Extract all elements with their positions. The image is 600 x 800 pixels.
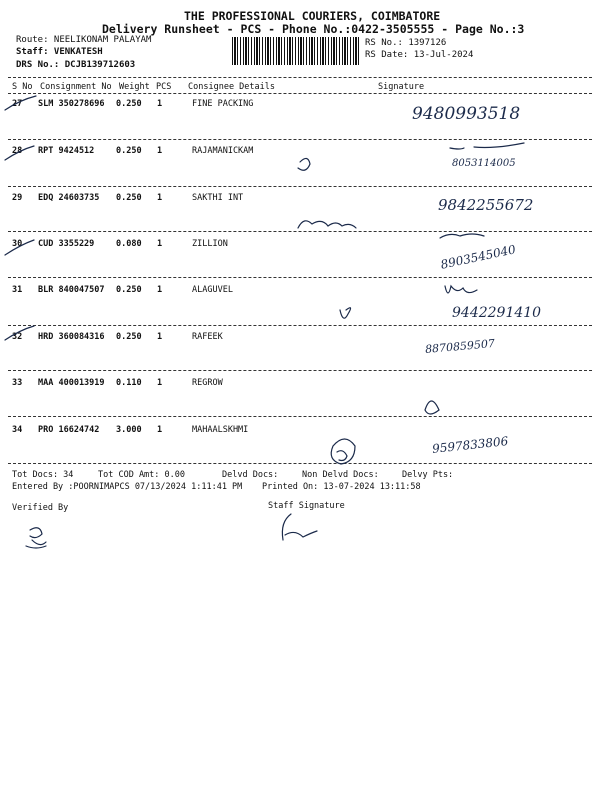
- total-cod-amount: Tot COD Amt: 0.00: [98, 470, 185, 480]
- row-consignee: REGROW: [192, 378, 223, 388]
- row-sno: 27: [12, 99, 23, 109]
- row-consignee: RAFEEK: [192, 332, 223, 342]
- row-sno: 34: [12, 425, 23, 435]
- row-consignment: MAA 400013919: [38, 378, 105, 388]
- row-sno: 29: [12, 193, 23, 203]
- row-signature: 9480993518: [412, 104, 521, 124]
- entered-by: Entered By :POORNIMAPCS 07/13/2024 1:11:41 PM: [12, 482, 243, 492]
- row-consignment: HRD 360084316: [38, 332, 105, 342]
- row-signature: 9442291410: [452, 305, 542, 321]
- col-signature: Signature: [378, 82, 425, 92]
- runsheet-title: Delivery Runsheet - PCS - Phone No.:0422-3505555 - Page No.:3: [102, 22, 525, 36]
- row-pcs: 1: [157, 285, 163, 295]
- row-signature: 8053114005: [452, 158, 516, 169]
- row-sno: 28: [12, 146, 23, 156]
- row-pcs: 1: [157, 332, 163, 342]
- verified-by-label: Verified By: [12, 503, 69, 513]
- row-weight: 0.250: [116, 146, 142, 156]
- row-pcs: 1: [157, 193, 163, 203]
- row-weight: 0.110: [116, 378, 142, 388]
- row-consignment: RPT 9424512: [38, 146, 95, 156]
- rs-number: RS No.: 1397126: [365, 38, 447, 48]
- col-pcs: PCS: [156, 82, 172, 92]
- drs-number: DRS No.: DCJB139712603: [16, 60, 136, 70]
- row-sno: 32: [12, 332, 23, 342]
- non-delivered-docs: Non Delvd Docs:: [302, 470, 379, 480]
- col-sno: S No: [12, 82, 33, 92]
- row-signature: 8870859507: [424, 336, 496, 357]
- col-consignment: Consignment No: [40, 82, 112, 92]
- row-pcs: 1: [157, 99, 163, 109]
- row-consignee: ZILLION: [192, 239, 228, 249]
- row-sno: 33: [12, 378, 23, 388]
- row-pcs: 1: [157, 378, 163, 388]
- row-consignee: ALAGUVEL: [192, 285, 233, 295]
- row-consignment: EDQ 24603735: [38, 193, 100, 203]
- delivered-docs: Delvd Docs:: [222, 470, 279, 480]
- row-consignment: SLM 350278696: [38, 99, 105, 109]
- delivery-points: Delvy Pts:: [402, 470, 454, 480]
- row-pcs: 1: [157, 239, 163, 249]
- row-weight: 0.250: [116, 193, 142, 203]
- row-weight: 0.250: [116, 332, 142, 342]
- printed-on: Printed On: 13-07-2024 13:11:58: [262, 482, 421, 492]
- row-signature: 9842255672: [438, 196, 534, 214]
- row-signature: 9597833806: [431, 434, 509, 456]
- row-consignee: SAKTHI INT: [192, 193, 244, 203]
- row-consignment: CUD 3355229: [38, 239, 95, 249]
- row-pcs: 1: [157, 425, 163, 435]
- row-weight: 0.250: [116, 285, 142, 295]
- row-consignee: MAHAALSKHMI: [192, 425, 249, 435]
- row-consignee: RAJAMANICKAM: [192, 146, 254, 156]
- row-weight: 0.250: [116, 99, 142, 109]
- col-weight: Weight: [119, 82, 150, 92]
- row-weight: 3.000: [116, 425, 142, 435]
- row-consignment: PRO 16624742: [38, 425, 100, 435]
- company-title: THE PROFESSIONAL COURIERS, COIMBATORE: [184, 9, 441, 23]
- route-label: Route: NEELIKONAM PALAYAM: [16, 35, 152, 45]
- row-sno: 31: [12, 285, 23, 295]
- staff-signature-label: Staff Signature: [268, 501, 345, 511]
- rs-date: RS Date: 13-Jul-2024: [365, 50, 474, 60]
- row-signature: 8903545040: [439, 242, 517, 272]
- row-consignment: BLR 840047507: [38, 285, 105, 295]
- total-docs: Tot Docs: 34: [12, 470, 74, 480]
- row-sno: 30: [12, 239, 23, 249]
- row-pcs: 1: [157, 146, 163, 156]
- row-weight: 0.080: [116, 239, 142, 249]
- col-consignee: Consignee Details: [188, 82, 275, 92]
- staff-label: Staff: VENKATESH: [16, 47, 103, 57]
- row-consignee: FINE PACKING: [192, 99, 254, 109]
